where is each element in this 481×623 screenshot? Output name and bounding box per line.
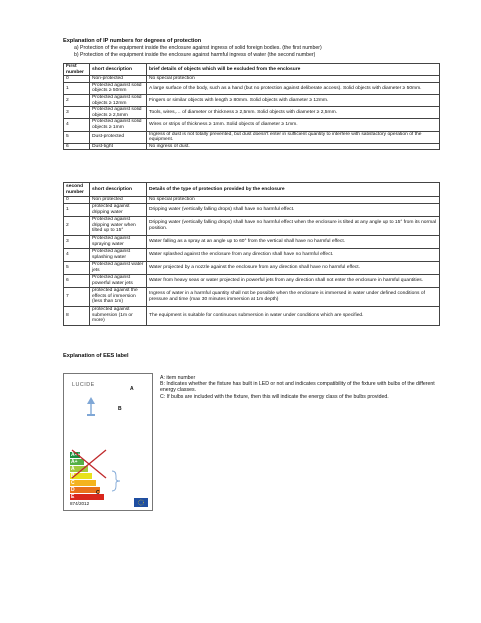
table-cell: protected against dripping water [90, 203, 147, 216]
ip-item-a: a) Protection of the equipment inside the enclosure against ingress of solid foreign bodies. (the first number) [74, 45, 322, 51]
ip-item-b: b) Protection of the equipment inside the enclosure against harmful ingress of water (the second number) [74, 52, 316, 58]
ip-title: Explanation of IP numbers for degrees of protection [63, 38, 202, 44]
table-row [64, 261, 440, 274]
brace-icon [110, 470, 126, 492]
table2-header-details: Details of the type of protection provided by the enclosure [147, 183, 440, 197]
table-cell: Non protected [90, 197, 147, 204]
table-cell: The equipment is suitable for continuous submersion in water under conditions which are specified. [147, 306, 440, 325]
table-cell: Protected against spraying water [90, 235, 147, 248]
energy-class-bar: A++ [71, 452, 81, 458]
ees-regulation-code: 874/2012 [70, 501, 90, 506]
table-row [64, 76, 440, 83]
table-cell: Protected against solid objects ≥ 50mm [90, 82, 147, 94]
table-row [64, 131, 440, 143]
energy-class-bar: D [70, 487, 100, 493]
ees-title: Explanation of EES label [63, 353, 129, 359]
table-cell: 0 [64, 76, 90, 83]
table-cell: Protected against solid objects ≥ 1mm [90, 119, 147, 131]
table-cell: protected against the effects of immersion (less than 1m) [90, 287, 147, 306]
ees-marker-b: B [118, 406, 122, 412]
table-row [64, 107, 440, 119]
table-cell: 6 [64, 143, 90, 150]
table-cell: Water splashed against the enclosure from any direction shall have no harmful effect. [147, 248, 440, 261]
first-number-table [63, 63, 440, 150]
table-cell: 4 [64, 119, 90, 131]
table-row [64, 143, 440, 150]
table-cell: 1 [64, 203, 90, 216]
table-cell: Dust-protected [90, 131, 147, 143]
table-cell: Protected against powerful water jets [90, 274, 147, 287]
table-cell: Dripping water (vertically falling drops) shall have no harmful effect. [147, 203, 440, 216]
table-cell: Protected against solid objects ≥ 2,5mm [90, 107, 147, 119]
ees-desc-c: C: If bulbs are included with the fixture, then this will indicate the energy class of the bulbs provided. [160, 393, 389, 400]
table-cell: Protected against dripping water when tilted up to 15° [90, 216, 147, 235]
table-cell: Tools, wires,… of diameter or thickness ≥ 2,5mm. Solid objects with diameter ≥ 2,5mm. [147, 107, 440, 119]
table-cell: Ingress of water in a harmful quantity shall not be possible when the enclosure is immersed in water under defined conditions of pressure and time (max 30 minutes immersion at 1m depth) [147, 287, 440, 306]
table-cell: 6 [64, 274, 90, 287]
table-row [64, 235, 440, 248]
table-cell: Protected against water jets [90, 261, 147, 274]
energy-class-bar: E [70, 494, 104, 500]
energy-class-bar: A [70, 466, 88, 472]
table-row [64, 94, 440, 106]
table-cell: 5 [64, 261, 90, 274]
table-cell: Ingress of dust is not totally prevented, but dust doesn't enter in sufficient quantity to interfere with satisfactory operation of the equipment. [147, 131, 440, 143]
table-cell: No special protection [147, 76, 440, 83]
energy-class-bar: C [70, 480, 96, 486]
table-cell: Protected against solid objects ≥ 12mm [90, 94, 147, 106]
cross-icon [70, 448, 110, 480]
ees-marker-c: C [96, 490, 100, 496]
table-cell: Dripping water (vertically falling drops) shall have no harmful effect when the enclosure is tilted at any angle up to 15° from its normal position. [147, 216, 440, 235]
lamp-icon [84, 396, 98, 418]
table-cell: A large surface of the body, such as a hand (but no protection against deliberate access). Solid objects with diameter ≥ 50mm. [147, 82, 440, 94]
table-row [64, 203, 440, 216]
ees-brand: LUCIDE [72, 382, 95, 388]
ees-label-image [63, 373, 153, 511]
ees-desc-b: B: Indicates whether the fixture has built in LED or not and indicates compatibility of the fixture with bulbs of the different energy classes. [160, 381, 435, 394]
table-row [64, 274, 440, 287]
table-cell: Water falling as a spray at an angle up to 60° from the vertical shall have no harmful effect. [147, 235, 440, 248]
table-cell: 4 [64, 248, 90, 261]
table-row [64, 287, 440, 306]
table-row [64, 82, 440, 94]
energy-class-bar: B [70, 473, 92, 479]
table1-header-details: brief details of objects which will be excluded from the enclosure [147, 64, 440, 76]
table-cell: Dust-tight [90, 143, 147, 150]
table-cell: Water projected by a nozzle against the enclosure from any direction shall have no harmful effect. [147, 261, 440, 274]
eu-flag-icon [134, 498, 148, 507]
table-row [64, 248, 440, 261]
table-cell: Protected against splashing water [90, 248, 147, 261]
energy-class-bar: A+ [70, 459, 84, 465]
table-cell: Fingers or similar objects with length ≥ 80mm. Solid objects with diameter ≥ 12mm. [147, 94, 440, 106]
table-cell: No special protection [147, 197, 440, 204]
ees-marker-a: A [130, 386, 134, 392]
table2-header-short: short description [90, 183, 147, 197]
table1-header-short: short description [90, 64, 147, 76]
table-cell: 3 [64, 235, 90, 248]
table1-header-number: First number [64, 64, 90, 76]
table-row [64, 216, 440, 235]
table-cell: Water from heavy seas or water projected in powerful jets from any direction shall not enter the enclosure in harmful quantities. [147, 274, 440, 287]
ees-description [160, 375, 442, 400]
table-cell: 2 [64, 216, 90, 235]
table-cell: protected against submersion (1m or more) [90, 306, 147, 325]
table-cell: 3 [64, 107, 90, 119]
table-row [64, 119, 440, 131]
second-number-table [63, 182, 440, 326]
table2-header-number: second number [64, 183, 90, 197]
table-cell: 7 [64, 287, 90, 306]
table-cell: 1 [64, 82, 90, 94]
table-row [64, 306, 440, 325]
table-cell: Non-protected [90, 76, 147, 83]
table-cell: 2 [64, 94, 90, 106]
table-row [64, 197, 440, 204]
table-cell: 0 [64, 197, 90, 204]
table-cell: 8 [64, 306, 90, 325]
ees-desc-a: A: item number [160, 375, 196, 381]
table-cell: No ingress of dust. [147, 143, 440, 150]
table-cell: Wires or strips of thickness ≥ 1mm. Solid objects of diameter ≥ 1mm. [147, 119, 440, 131]
table-cell: 5 [64, 131, 90, 143]
